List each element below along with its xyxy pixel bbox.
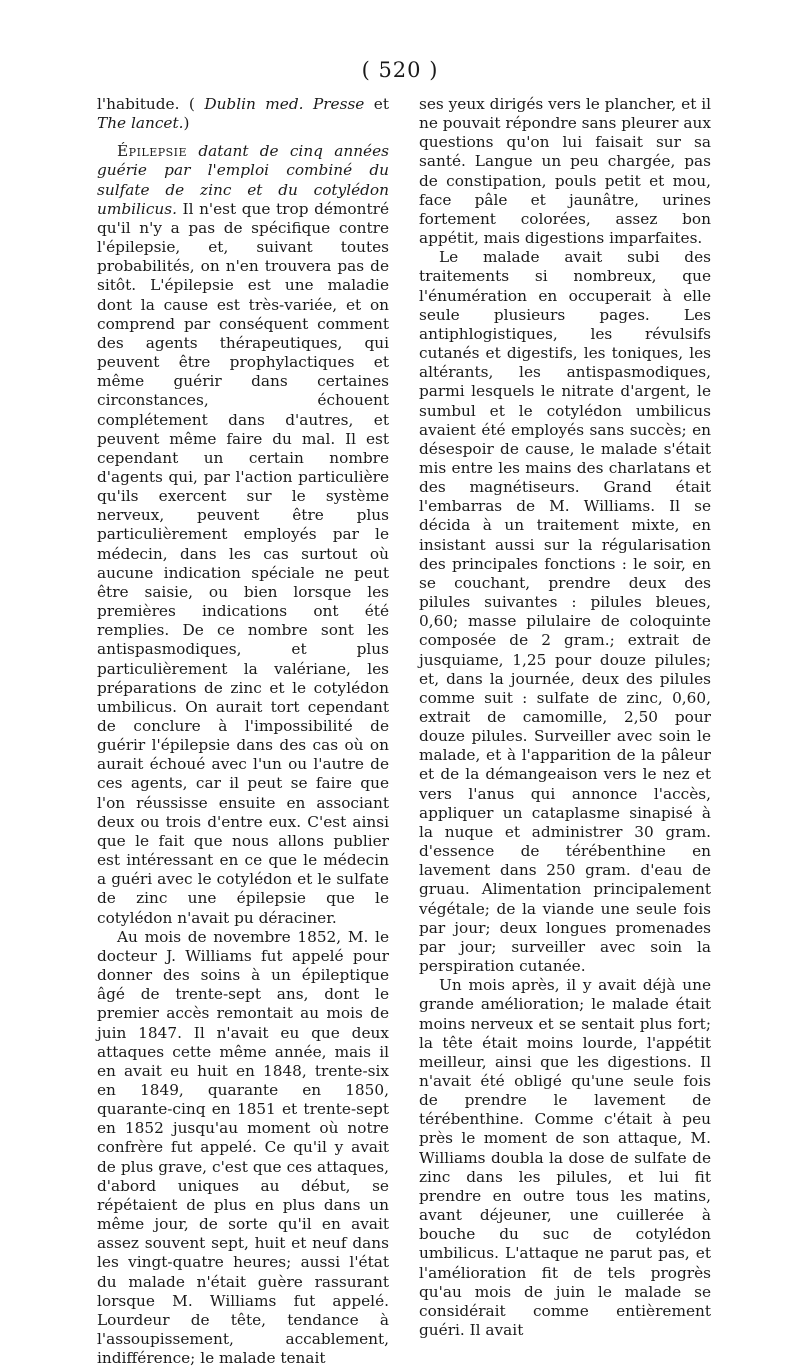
citation-paragraph	[97, 95, 389, 133]
page-number: ( 520 )	[361, 58, 439, 82]
citation-journal-lancet: The lancet.	[97, 114, 184, 133]
treatment-paragraph: Le malade avait subi des traitements si nombreux, que l'énumération en occuperait à elle seule plusieurs pages. Les antiphlogistiques, les révulsifs cutanés et digestifs, les toniques, les altérants, les antispasmodiques, parmi lesquels le nitrate d'argent, le sumbul et le cotylédon umbilicus avaient été employés sans succès; en désespoir de cause, le malade s'était mis entre les mains des charlatans et des magnétiseurs. Grand était l'embarras de M. Williams. Il se décida à un traitement mixte, en insistant aussi sur la régularisation des principales fonctions : le soir, en se couchant, prendre deux des pilules suivantes : pilules bleues, 0,60; masse pilulaire de coloquinte composée de 2 gram.; extrait de jusquiame, 1,25 pour douze pilules; et, dans la journée, deux des pilules comme suit : sulfate de zinc, 0,60, extrait de camomille, 2,50 pour douze pilules. Surveiller avec soin le malade, et à l'apparition de la pâleur et de la démangeaison vers le nez et vers l'anus qui annonce l'accès, appliquer un cataplasme sinapisé à la nuque et administrer 30 gram. d'essence de térébenthine en lavement dans 250 gram. d'eau de gruau. Alimentation principalement végétale; de la viande une seule fois par jour; deux longues promenades par jour; surveiller avec soin la perspiration cutanée.	[419, 248, 711, 976]
citation-text-start: l'habitude. (	[97, 95, 195, 113]
citation-journal-dublin: Dublin med. Presse	[204, 95, 365, 113]
section-separator	[97, 133, 389, 142]
article-title: Épilepsie	[117, 142, 188, 161]
right-column	[419, 95, 711, 1340]
case-history-paragraph: Au mois de novembre 1852, M. le docteur J. Williams fut appelé pour donner des soins à un épileptique âgé de trente-sept ans, dont le premier accès remontait au mois de juin 1847. Il n'avait eu que deux attaques cette même année, mais il en avait eu huit en 1848, trente-six en 1849, quarante en 1850, quarante-cinq en 1851 et trente-sept en 1852 jusqu'au moment où notre confrère fut appelé. Ce qu'il y avait de plus grave, c'est que ces attaques, d'abord uniques au début, se répétaient de plus en plus dans un même jour, de sorte qu'il en avait assez souvent sept, huit et neuf dans les vingt-quatre heures; aussi l'état du malade n'était guère rassurant lorsque M. Williams fut appelé. Lourdeur de tête, tendance à l'assoupissement, accablement, indifférence; le malade tenait	[97, 927, 389, 1368]
article-intro-paragraph	[97, 142, 389, 927]
symptoms-paragraph: ses yeux dirigés vers le plancher, et il ne pouvait répondre sans pleurer aux questions qu'on lui faisait sur sa santé. Langue un peu chargée, pas de constipation, pouls petit et mou, face pâle et jaunâtre, urines fortement colorées, assez bon appétit, mais digestions imparfaites.	[419, 95, 711, 248]
article-subtitle: datant de cinq années guérie par l'emploi combiné du sulfate de zinc et du cotylédon umbilicus.	[97, 142, 389, 218]
citation-conjunction: et	[364, 95, 389, 113]
citation-close: )	[183, 114, 190, 133]
outcome-paragraph: Un mois après, il y avait déjà une grande amélioration; le malade était moins nerveux et se sentait plus fort; la tête était moins lourde, l'appétit meilleur, ainsi que les digestions. Il n'avait été obligé qu'une seule fois de prendre le lavement de térébenthine. Comme c'était à peu près le moment de son attaque, M. Williams doubla la dose de sulfate de zinc dans les pilules, et lui fit prendre en outre tous les matins, avant déjeuner, une cuillerée à bouche du suc de cotylédon umbilicus. L'attaque ne parut pas, et l'amélioration fit de tels progrès qu'au mois de juin le malade se considérait comme entièrement guéri. Il avait	[419, 976, 711, 1339]
article-intro-text: Il n'est que trop démontré qu'il n'y a pas de spécifique contre l'épilepsie, et, suivant toutes probabilités, on n'en trouvera pas de sitôt. L'épilepsie est une maladie dont la cause est très-variée, et on comprend par conséquent comment des agents thérapeutiques, qui peuvent être prophylactiques et même guérir dans certaines circonstances, échouent complétement dans d'autres, et peuvent même faire du mal. Il est cependant un certain nombre d'agents qui, par l'action particulière qu'ils exercent sur le système nerveux, peuvent être plus particulièrement employés par le médecin, dans les cas surtout où aucune indication spéciale ne peut être saisie, ou bien lorsque les premières indications ont été remplies. De ce nombre sont les antispasmodiques, et plus particulièrement la valériane, les préparations de zinc et le cotylédon umbilicus. On aurait tort cependant de conclure à l'impossibilité de guérir l'épilepsie dans des cas où on aurait échoué avec l'un ou l'autre de ces agents, car il peut se faire que l'on réussisse ensuite en associant deux ou trois d'entre eux. C'est ainsi que le fait que nous allons publier est intéressant en ce que le médecin a guéri avec le cotylédon et le sulfate de zinc une épilepsie que le cotylédon n'avait pu déraciner.	[97, 199, 389, 927]
left-column	[97, 95, 389, 1368]
